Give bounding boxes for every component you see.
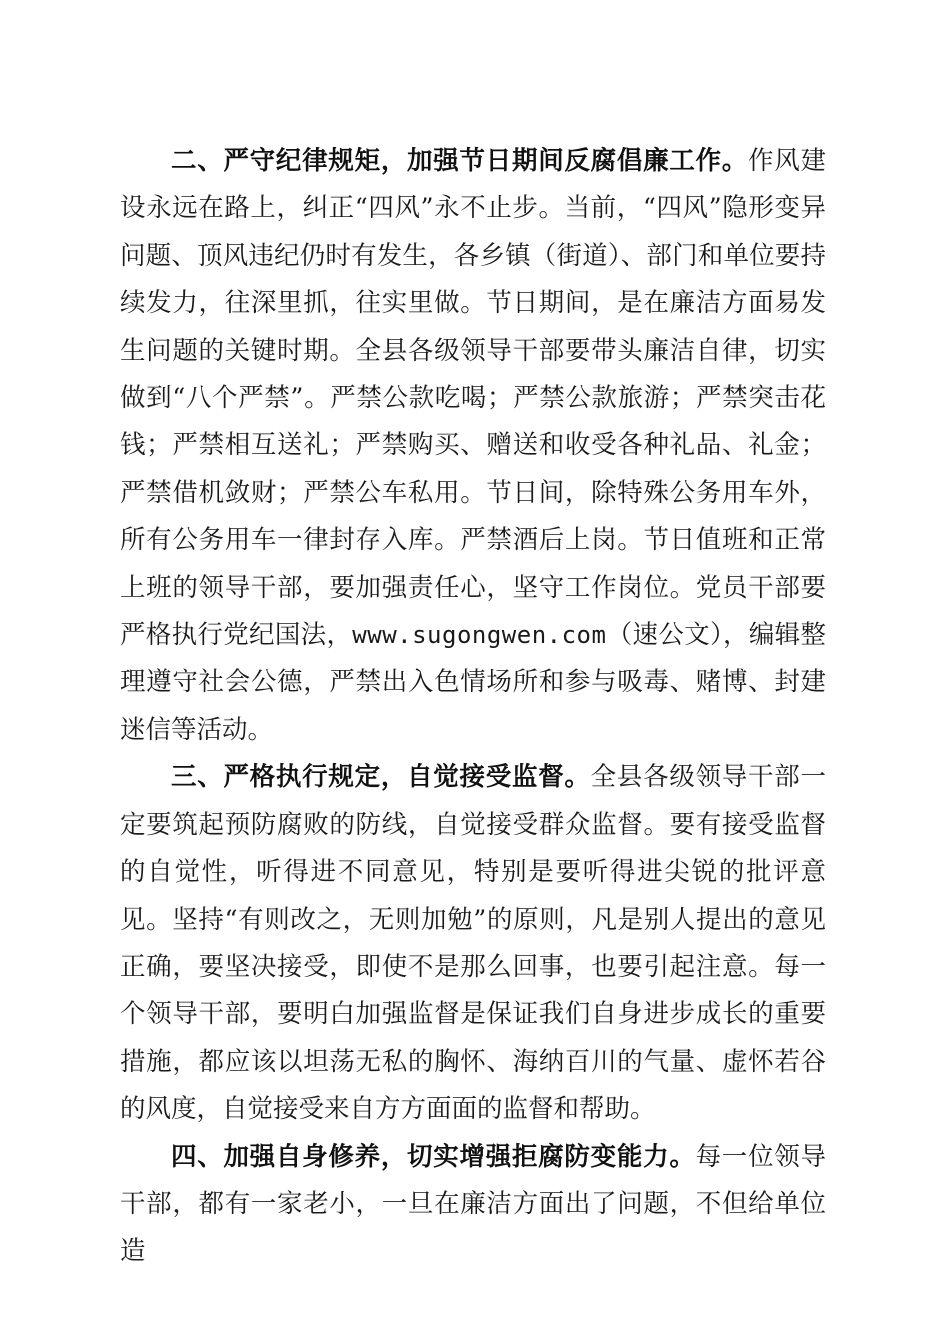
paragraph-section-2 [120,138,826,754]
section-heading-2: 二、严守纪律规矩，加强节日期间反腐倡廉工作。 [171,146,749,176]
section-heading-4: 四、加强自身修养，切实增强拒腐防变能力。 [171,1141,696,1172]
paragraph-text: 每一位领导干部，都有一家老小，一旦在廉洁方面出了问题，不但给单位造 [120,1141,826,1267]
paragraph-text: 全县各级领导干部一定要筑起预防腐败的防线，自觉接受群众监督。要有接受监督的自觉性，听得进不同意见，特别是要听得进尖锐的批评意见。坚持“有则改之，无则加勉”的原则，凡是别人提出的意见正确，要坚决接受，即使不是那么回事，也要引起注意。每一个领导干部，要明白加强监督是保证我们自身进步成长的重要措施，都应该以坦荡无私的胸怀、海纳百川的气量、虚怀若谷的风度，自觉接受来自方方面面的监督和帮助。 [120,762,826,1125]
paragraph-section-4 [120,1134,826,1276]
document-body [120,138,826,1276]
paragraph-text: 作风建设永远在路上，纠正“四风”永不止步。当前，“四风”隐形变异问题、顶风违纪仍时有发生，各乡镇（街道）、部门和单位要持续发力，往深里抓，往实里做。节日期间，是在廉洁方面易发生问题的关键时期。全县各级领导干部要带头廉洁自律，切实做到“八个严禁”。严禁公款吃喝；严禁公款旅游；严禁突击花钱；严禁相互送礼；严禁购买、赠送和收受各种礼品、礼金；严禁借机敛财；严禁公车私用。节日间，除特殊公务用车外，所有公务用车一律封存入库。严禁酒后上岗。节日值班和正常上班的领导干部，要加强责任心，坚守工作岗位。党员干部要严格执行党纪国法， [120,146,826,651]
paragraph-section-3 [120,754,826,1133]
paragraph-text: （速公文），编辑整理遵守社会公德，严禁出入色情场所和参与吸毒、赌博、封建迷信等活动。 [120,620,826,745]
section-heading-3: 三、严格执行规定，自觉接受监督。 [171,762,591,793]
website-url: www.sugongwen.com [352,621,607,650]
